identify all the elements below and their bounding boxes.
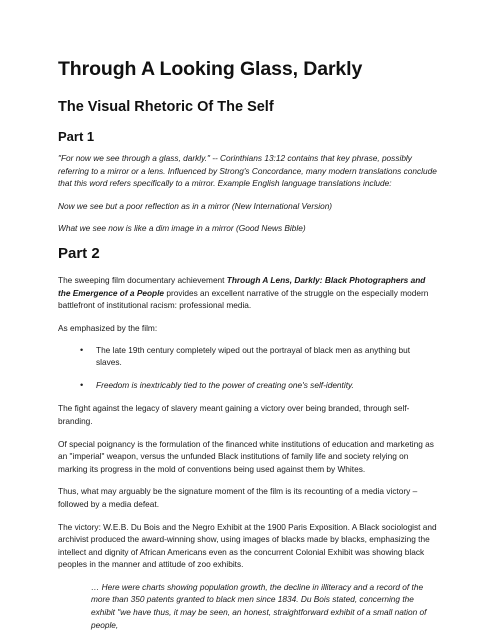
emphasis-list <box>58 344 437 391</box>
document-title: Through A Looking Glass, Darkly <box>58 58 363 80</box>
paragraph-poignancy: Of special poignancy is the formulation of the financed white institutions of education and marketing as an "imperial" weapon, versus the unfunded Black institutions of family life and society relying on marking its progress in the mold of conventions being used against them by Whites. <box>58 438 434 474</box>
part2-emphasis-intro: As emphasized by the film: <box>58 322 158 333</box>
film-outro-text: provides an excellent narrative of the struggle on the especially modern battlefront of institutional racism: professional media. <box>58 287 429 311</box>
paragraph-victory: The victory: W.E.B. Du Bois and the Negro Exhibit at the 1900 Paris Exposition. A Black sociologist and archivist produced the award-winning show, using images of blacks made by blacks, emphasizing the intellect and dignity of African Americans even as the concurrent Colonial Exhibit was showing black peoples in the manner and attitude of zoo exhibits. <box>58 521 437 570</box>
part1-heading: Part 1 <box>58 129 95 144</box>
block-quote: … Here were charts showing population growth, the decline in illiteracy and a record of the more than 350 patents granted to black men since 1834. Du Bois stated, concerning the exhibit "we have thus, it may be seen, an honest, straightforward exhibit of a small nation of people, <box>91 581 427 630</box>
translation-niv: Now we see but a poor reflection as in a mirror (New International Version) <box>58 200 333 211</box>
film-intro-text: The sweeping film documentary achievement <box>58 274 227 285</box>
list-item: • The late 19th century completely wiped out the portrayal of black men as anything but slaves. <box>80 344 437 368</box>
list-item: • Freedom is inextricably tied to the power of creating one's self-identity. <box>80 379 437 391</box>
translation-gnb: What we see now is like a dim image in a mirror (Good News Bible) <box>58 223 306 234</box>
part2-heading: Part 2 <box>58 244 100 262</box>
part1-intro: "For now we see through a glass, darkly." -- Corinthians 13:12 contains that key phrase, possibly referring to a mirror or a lens. Influenced by Strong's Concordance, many modern translations conclude that this word refers specifically to a mirror. Example English language translations include: <box>58 153 437 189</box>
paragraph-self-branding: The fight against the legacy of slavery meant gaining a victory over being branded, through self-branding. <box>58 403 410 426</box>
part2-paragraph-film <box>58 274 437 312</box>
document-subtitle: The Visual Rhetoric Of The Self <box>58 99 274 115</box>
film-title: Through A Lens, Darkly: Black Photographers and the Emergence of a People <box>58 274 426 298</box>
paragraph-signature-moment: Thus, what may arguably be the signature moment of the film is its recounting of a media victory – followed by a media defeat. <box>58 486 418 509</box>
